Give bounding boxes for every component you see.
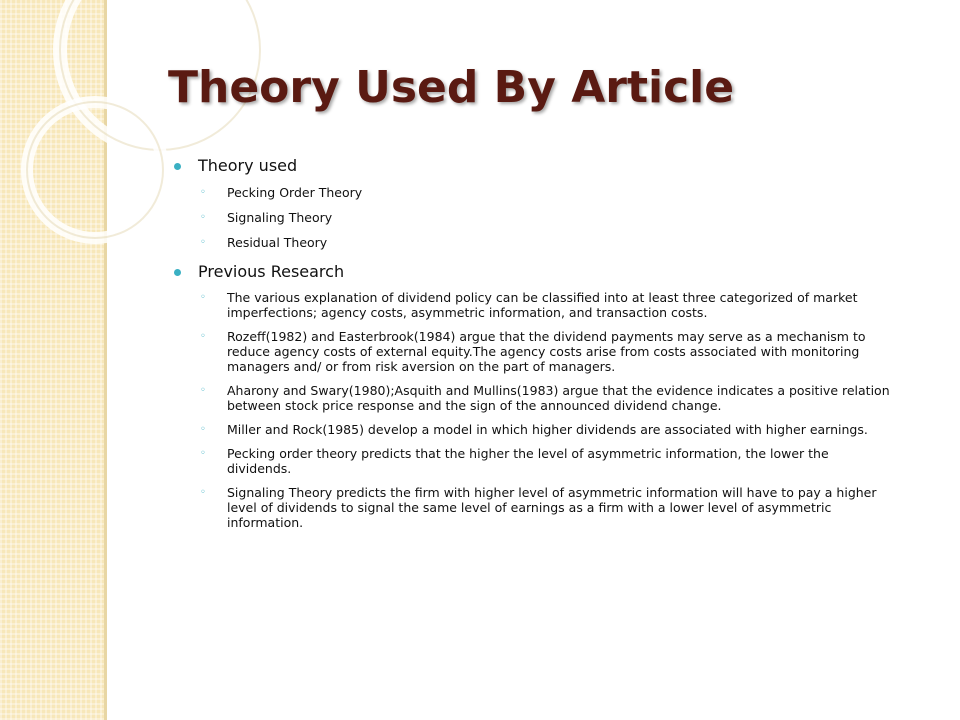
list-item-text: Aharony and Swary(1980);Asquith and Mullins(1983) argue that the evidence indicates a positive relation between stock price response and the sign of the announced dividend change.: [227, 383, 890, 413]
ring-bullet-icon: ◦: [200, 212, 206, 223]
list-item: [172, 210, 892, 225]
list-item-text: Signaling Theory predicts the firm with higher level of asymmetric information will have to pay a higher level of dividends to signal the same level of earnings as a firm with a lower level of asymmetric information.: [227, 485, 877, 530]
list-item: [172, 383, 892, 413]
sidebar-edge: [104, 0, 107, 720]
list-item: [172, 446, 892, 476]
list-item-text: Miller and Rock(1985) develop a model in which higher dividends are associated with higher earnings.: [227, 422, 868, 437]
list-item-text: Pecking order theory predicts that the higher the level of asymmetric information, the lower the dividends.: [227, 446, 829, 476]
list-item-text: Rozeff(1982) and Easterbrook(1984) argue that the dividend payments may serve as a mechanism to reduce agency costs of external equity.The agency costs arise from costs associated with monitoring managers and/ or from risk aversion on the part of managers.: [227, 329, 866, 374]
section-heading: Theory used: [198, 156, 298, 175]
section-heading: Previous Research: [198, 262, 345, 281]
list-item: [172, 235, 892, 250]
bullet-dot-icon: [174, 163, 181, 170]
list-item: [172, 485, 892, 530]
list-item: [172, 290, 892, 320]
list-item: [172, 422, 892, 437]
list-item: [172, 329, 892, 374]
slide-title: Theory Used By Article: [168, 62, 735, 113]
list-item-text: Signaling Theory: [227, 210, 333, 225]
sidebar-pattern: [0, 0, 106, 720]
list-item-text: The various explanation of dividend policy can be classified into at least three categorized of market imperfections; agency costs, asymmetric information, and transaction costs.: [227, 290, 858, 320]
section-theory-used: [172, 156, 892, 175]
bullet-dot-icon: [174, 269, 181, 276]
ring-bullet-icon: ◦: [200, 385, 206, 396]
list-item: [172, 185, 892, 200]
ring-bullet-icon: ◦: [200, 237, 206, 248]
section-previous-research: [172, 262, 892, 281]
list-item-text: Residual Theory: [227, 235, 328, 250]
ring-bullet-icon: ◦: [200, 292, 206, 303]
ring-bullet-icon: ◦: [200, 424, 206, 435]
ring-bullet-icon: ◦: [200, 187, 206, 198]
slide-content: [172, 152, 892, 530]
list-item-text: Pecking Order Theory: [227, 185, 363, 200]
ring-bullet-icon: ◦: [200, 331, 206, 342]
ring-bullet-icon: ◦: [200, 487, 206, 498]
ring-bullet-icon: ◦: [200, 448, 206, 459]
